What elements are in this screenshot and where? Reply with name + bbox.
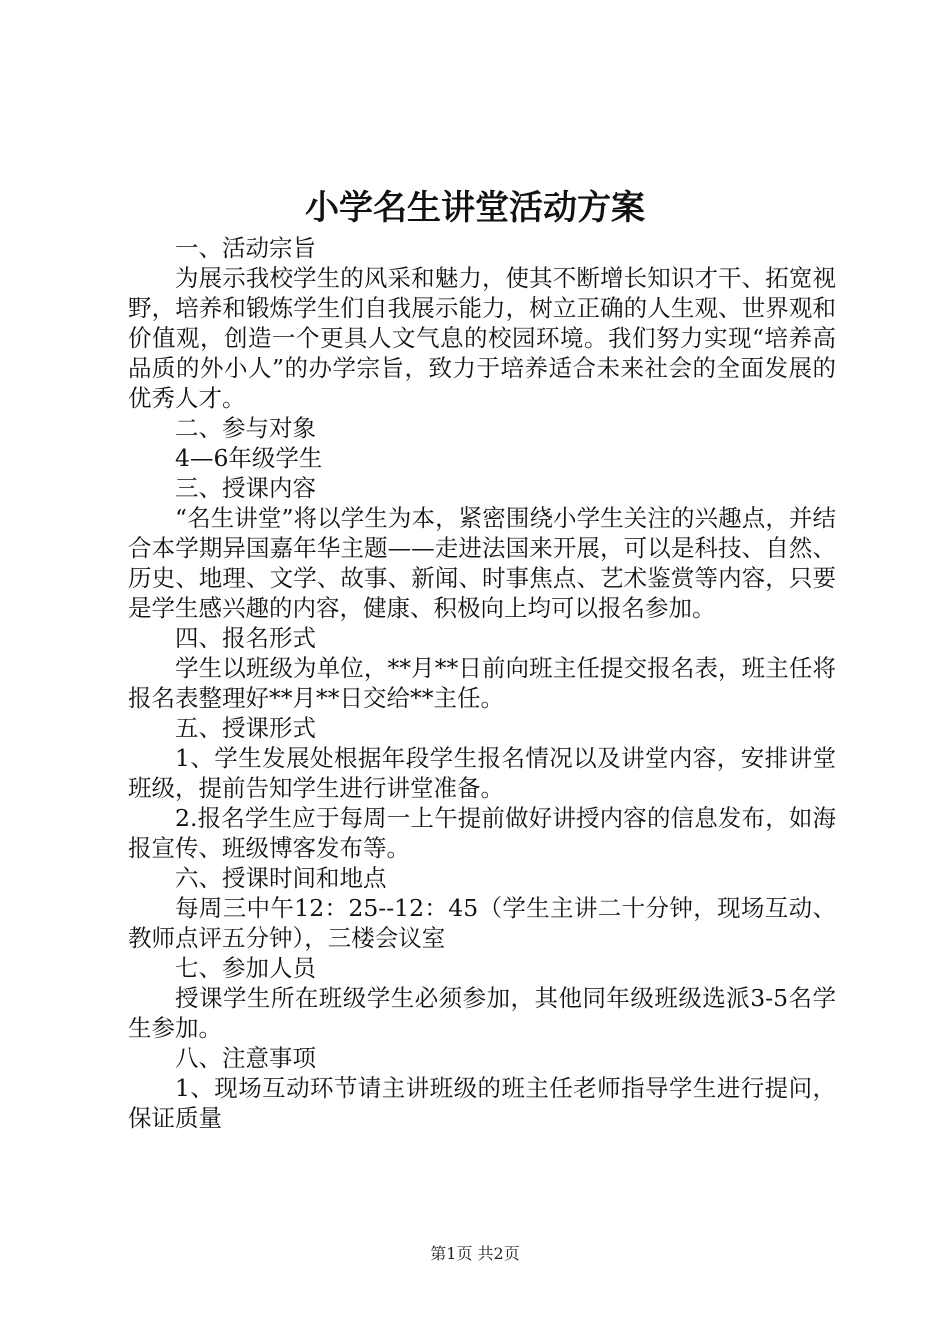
paragraph-registration: 学生以班级为单位，**月**日前向班主任提交报名表，班主任将报名表整理好**月**日交给**主任。 — [128, 654, 836, 712]
section-heading-time-place: 六、授课时间和地点 — [175, 864, 387, 892]
paragraph-format-2: 2.报名学生应于每周一上午提前做好讲授内容的信息发布，如海报宣传、班级博客发布等。 — [128, 804, 836, 862]
paragraph-content: “名生讲堂”将以学生为本，紧密围绕小学生关注的兴趣点，并结合本学期异国嘉年华主题——走进法国来开展，可以是科技、自然、历史、地理、文学、故事、新闻、时事焦点、艺术鉴赏等内容，只要是学生感兴趣的内容，健康、积极向上均可以报名参加。 — [128, 504, 836, 622]
section-heading-participants: 二、参与对象 — [175, 414, 316, 442]
page-footer: 第1页 共2页 — [430, 1244, 520, 1263]
section-heading-registration: 四、报名形式 — [175, 624, 316, 652]
paragraph-notes-1: 1、现场互动环节请主讲班级的班主任老师指导学生进行提问，保证质量 — [128, 1074, 836, 1132]
paragraph-format-1: 1、学生发展处根据年段学生报名情况以及讲堂内容，安排讲堂班级，提前告知学生进行讲堂准备。 — [128, 744, 836, 802]
paragraph-participants: 4—6年级学生 — [175, 444, 323, 472]
section-heading-notes: 八、注意事项 — [175, 1044, 316, 1072]
paragraph-attendees: 授课学生所在班级学生必须参加，其他同年级班级选派3-5名学生参加。 — [128, 984, 836, 1042]
paragraph-purpose: 为展示我校学生的风采和魅力，使其不断增长知识才干、拓宽视野，培养和锻炼学生们自我展示能力，树立正确的人生观、世界观和价值观，创造一个更具人文气息的校园环境。我们努力实现“培养高品质的外小人”的办学宗旨，致力于培养适合未来社会的全面发展的优秀人才。 — [128, 264, 836, 412]
section-heading-purpose: 一、活动宗旨 — [175, 234, 316, 262]
page-title: 小学名生讲堂活动方案 — [305, 188, 645, 228]
section-heading-attendees: 七、参加人员 — [175, 954, 316, 982]
document-body — [128, 233, 836, 1133]
section-heading-content: 三、授课内容 — [175, 474, 316, 502]
paragraph-time-place: 每周三中午12：25--12：45（学生主讲二十分钟，现场互动、教师点评五分钟），三楼会议室 — [128, 894, 836, 952]
section-heading-format: 五、授课形式 — [175, 714, 316, 742]
